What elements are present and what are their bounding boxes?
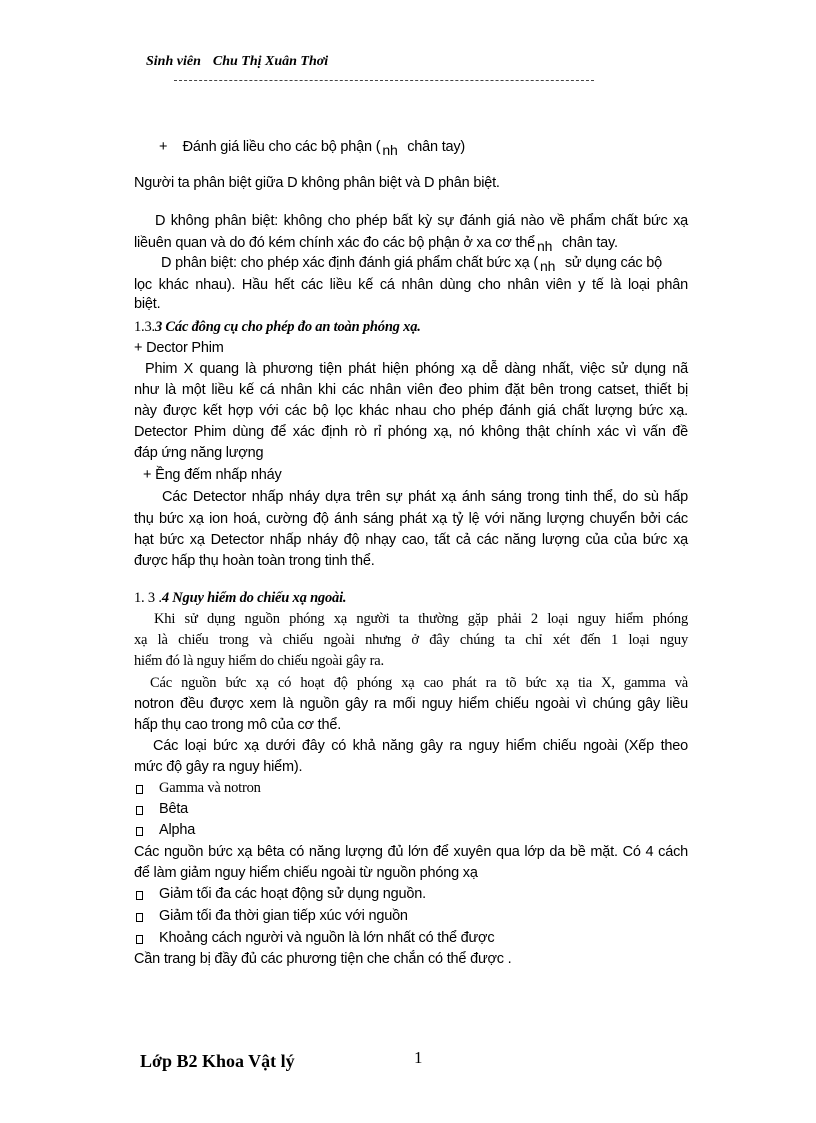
section-title: 3 Các đông cụ cho phép đo an toàn phóng xạ.	[154, 319, 421, 335]
text-fragment: nh	[539, 258, 556, 274]
square-bullet-icon	[136, 913, 143, 922]
text-fragment: chân tay.	[561, 235, 618, 251]
list-item: Khoảng cách người và nguồn là lớn nhất có thể được	[159, 930, 495, 946]
text-line: Detector Phim dùng để xác định rò rỉ phóng xạ, nó không thật chính xác vì vấn đề	[134, 424, 688, 440]
list-item: Giảm tối đa thời gian tiếp xúc với nguồn	[159, 908, 408, 924]
text-line: này được kết hợp với các bộ lọc khác nhau cho phép đánh giá chất lượng bức xạ.	[134, 403, 688, 419]
text-line: lọc khác nhau). Hầu hết các liều kế cá nhân dùng cho nhân viên y tế là loại phân	[134, 277, 688, 293]
text-line: Các Detector nhấp nháy dựa trên sự phát xạ ánh sáng trong tinh thể, do sù hấp	[162, 489, 688, 505]
section-heading	[134, 588, 346, 608]
text-fragment: nh	[537, 238, 553, 254]
footer-class-label: Lớp B2 Khoa Vật lý	[140, 1051, 295, 1071]
student-label: Sinh viên	[146, 54, 201, 69]
text-line: Cần trang bị đầy đủ các phương tiện che chắn có thể được .	[134, 951, 512, 967]
text-line	[159, 136, 465, 157]
text-line: Các nguồn bức xạ bêta có năng lượng đủ lớn để xuyên qua lớp da bề mặt. Có 4 cách	[134, 844, 688, 860]
text-line: xạ là chiếu trong và chiếu ngoài nhưng ở đây chúng ta chỉ xét đến 1 loại nguy	[134, 632, 688, 648]
text-line: hạt bức xạ Detector nhấp nháy độ nhạy cao, tất cả các năng lượng của của bức xạ	[134, 532, 688, 548]
text-line: đáp ứng năng lượng	[134, 445, 264, 461]
list-item: Alpha	[159, 822, 196, 838]
square-bullet-icon	[136, 935, 143, 944]
text-line: D không phân biệt: không cho phép bất kỳ sự đánh giá nào về phẩm chất bức xạ	[155, 213, 688, 229]
section-heading	[134, 317, 421, 337]
square-bullet-icon	[136, 785, 143, 794]
text-line	[161, 252, 662, 273]
text-line: biệt.	[134, 296, 161, 312]
section-number: 1.3.	[134, 319, 155, 335]
text-line: thụ bức xạ ion hoá, cường độ ánh sáng phát xạ tỷ lệ với năng lượng chuyển bởi các	[134, 511, 688, 527]
text-line: hấp thụ cao trong mô của cơ thể.	[134, 717, 342, 733]
text-line: Phim X quang là phương tiện phát hiện phóng xạ dễ dàng nhất, việc sử dụng nã	[145, 361, 688, 377]
student-name: Chu Thị Xuân Thơi	[212, 54, 329, 69]
text-line: mức độ gây ra nguy hiểm).	[134, 759, 303, 775]
square-bullet-icon	[136, 806, 143, 815]
text-fragment: chân tay)	[407, 139, 466, 155]
text-line: notron đều được xem là nguồn gây ra mối nguy hiểm chiếu ngoài vì chúng gây liều	[134, 696, 688, 712]
text-line: Người ta phân biệt giữa D không phân biệt và D phân biệt.	[134, 175, 500, 191]
list-item: Gamma và notron	[159, 780, 261, 796]
header-divider	[174, 80, 594, 81]
text-fragment: liềuên quan và do đó kém chính xác đo các bộ phận ở xa cơ thể	[134, 235, 536, 251]
plus-marker: +	[159, 139, 168, 155]
square-bullet-icon	[136, 891, 143, 900]
text-fragment: nh	[382, 142, 398, 158]
text-line: hiểm đó là nguy hiểm do chiếu ngoài gây ra.	[134, 653, 384, 669]
text-line: được hấp thụ hoàn toàn trong tinh thể.	[134, 553, 375, 569]
text-line: Khi sử dụng nguồn phóng xạ người ta thường gặp phải 2 loại nguy hiểm phóng	[154, 611, 688, 627]
text-line	[134, 232, 618, 253]
text-line: Các nguồn bức xạ có hoạt độ phóng xạ cao phát ra tõ bức xạ tia X, gamma và	[150, 675, 688, 691]
section-number: 1. 3 .	[134, 590, 162, 606]
section-title: 4 Nguy hiểm do chiếu xạ ngoài.	[161, 590, 347, 606]
text-line: Các loại bức xạ dưới đây có khả năng gây ra nguy hiểm chiếu ngoài (Xếp theo	[153, 738, 688, 754]
list-item: Giảm tối đa các hoạt động sử dụng nguồn.	[159, 886, 426, 902]
text-line: + Ềng đếm nhấp nháy	[143, 467, 282, 483]
text-line: + Dector Phim	[134, 340, 224, 356]
text-fragment: D phân biệt: cho phép xác định đánh giá phẩm chất bức xạ (	[161, 255, 538, 271]
square-bullet-icon	[136, 827, 143, 836]
text-line: để làm giảm nguy hiểm chiếu ngoài từ nguồn phóng xạ	[134, 865, 478, 881]
page-number: 1	[414, 1048, 423, 1067]
text-fragment: sử dụng các bộ	[564, 255, 663, 271]
text-line: như là một liều kế cá nhân khi các nhân viên đeo phim đặt bên trong catset, thiết bị	[134, 382, 688, 398]
page-header	[146, 54, 328, 70]
text-fragment: Đánh giá liều cho các bộ phận (	[182, 139, 381, 155]
list-item: Bêta	[159, 801, 189, 817]
